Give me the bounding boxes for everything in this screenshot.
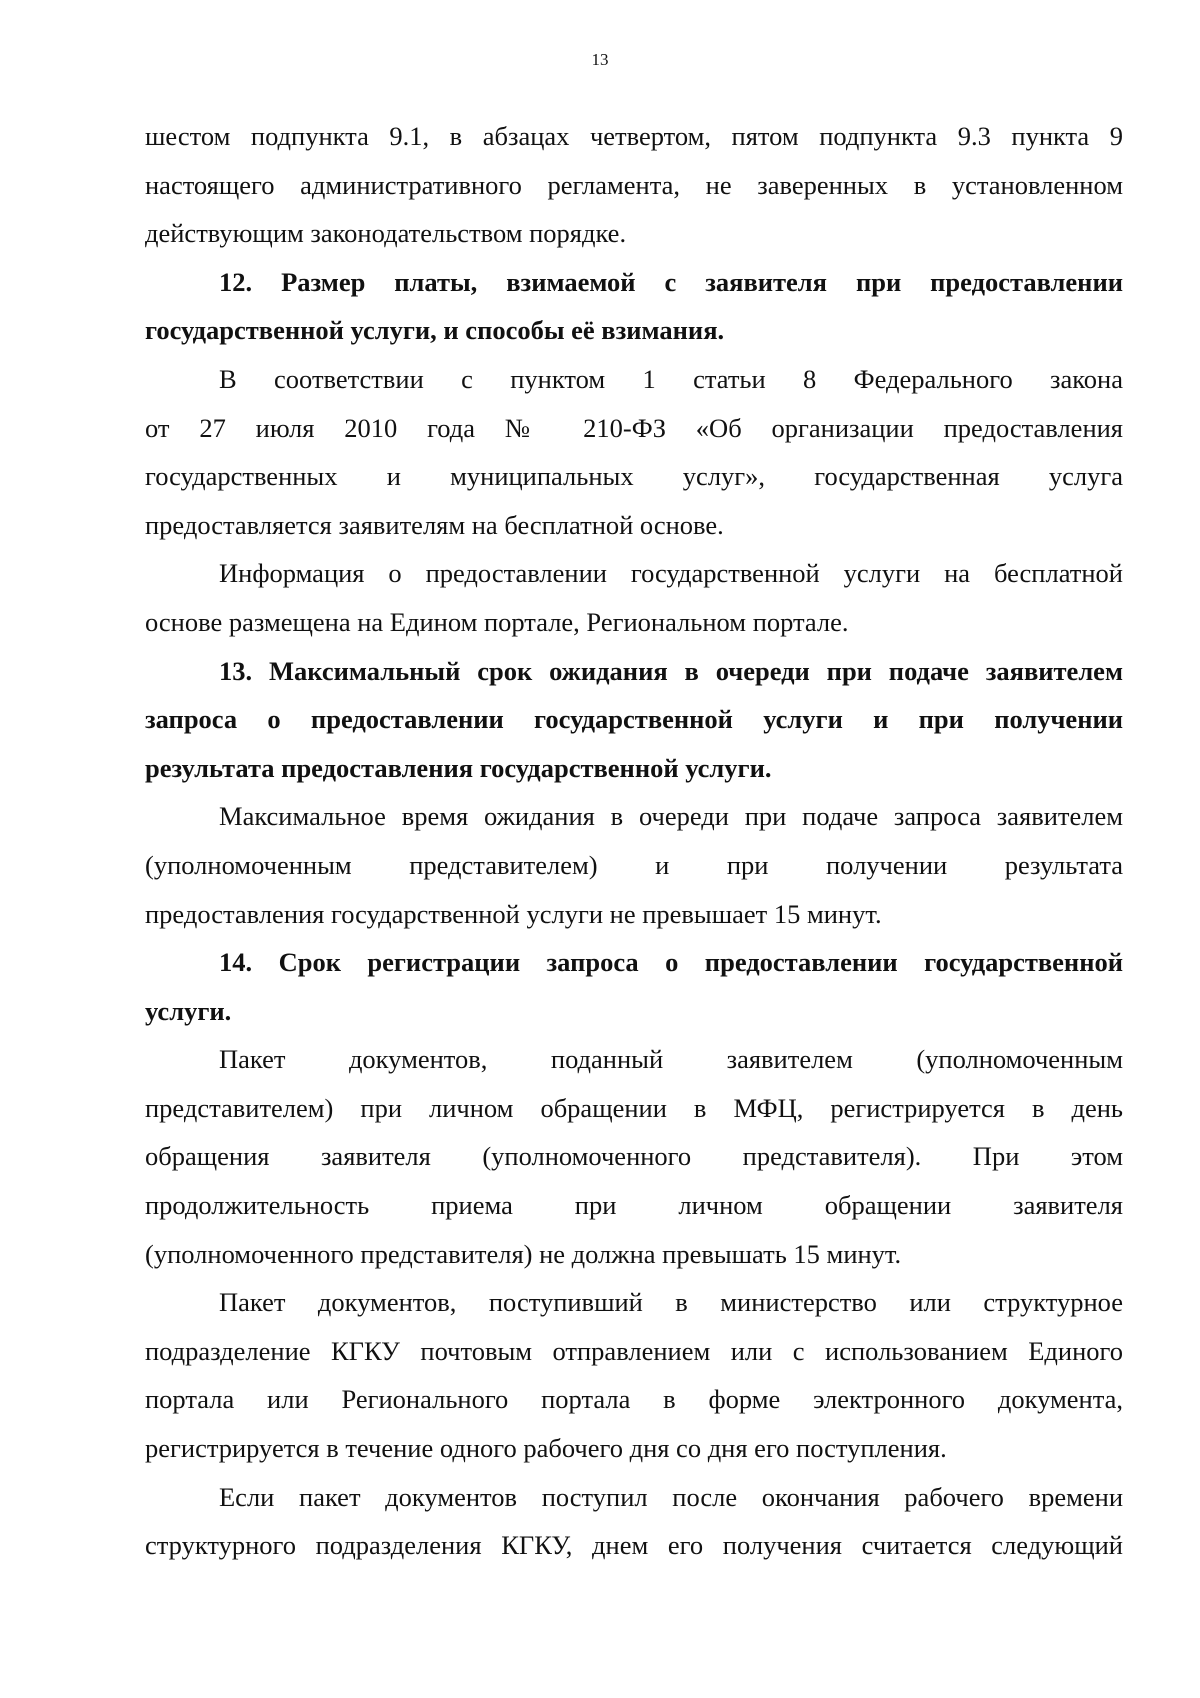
text-line: Максимальное время ожидания в очереди при подаче запроса заявителем [219, 801, 1123, 832]
paragraph [145, 1473, 1123, 1570]
heading-line: 14. Срок регистрации запроса о предоставлении государственной [219, 947, 1123, 978]
text-line: шестом подпункта 9.1, в абзацах четвертом, пятом подпункта 9.3 пункта 9 [145, 121, 1123, 151]
text-line: Пакет документов, поступивший в министерство или структурное [219, 1287, 1123, 1318]
heading-line: 12. Размер платы, взимаемой с заявителя при предоставлении [219, 266, 1123, 297]
text-line: основе размещена на Едином портале, Региональном портале. [145, 606, 849, 637]
text-line: регистрируется в течение одного рабочего дня со дня его поступления. [145, 1433, 947, 1464]
heading-line: 13. Максимальный срок ожидания в очереди при подаче заявителем [219, 655, 1123, 686]
text-line: подразделение КГКУ почтовым отправлением или с использованием Единого [145, 1335, 1123, 1366]
text-line: от 27 июля 2010 года № 210-ФЗ «Об организации предоставления [145, 412, 1123, 443]
text-line: портала или Регионального портала в форме электронного документа, [145, 1384, 1123, 1415]
text-line: действующим законодательством порядке. [145, 218, 627, 249]
text-line: представителем) при личном обращении в МФЦ, регистрируется в день [145, 1092, 1123, 1123]
text-line: настоящего административного регламента, не заверенных в установленном [145, 169, 1123, 200]
text-line: государственных и муниципальных услуг», государственная услуга [145, 461, 1123, 492]
text-line: продолжительность приема при личном обращении заявителя [145, 1190, 1123, 1221]
text-line: Информация о предоставлении государственной услуги на бесплатной [219, 558, 1123, 589]
section-heading [145, 258, 1123, 355]
text-line: Пакет документов, поданный заявителем (уполномоченным [219, 1044, 1123, 1075]
paragraph [145, 792, 1123, 938]
paragraph [145, 1278, 1123, 1472]
text-line: обращения заявителя (уполномоченного представителя). При этом [145, 1141, 1123, 1172]
paragraph [145, 355, 1123, 549]
text-line: Если пакет документов поступил после окончания рабочего времени [219, 1481, 1123, 1512]
text-line: (уполномоченного представителя) не должна превышать 15 минут. [145, 1238, 902, 1269]
text-line: (уполномоченным представителем) и при получении результата [145, 849, 1123, 880]
paragraph [145, 1035, 1123, 1278]
paragraph [145, 112, 1123, 258]
paragraph [145, 549, 1123, 646]
document-body [145, 112, 1123, 1570]
heading-line: запроса о предоставлении государственной услуги и при получении [145, 704, 1123, 735]
heading-line: услуги. [145, 995, 232, 1026]
text-line: структурного подразделения КГКУ, днем его получения считается следующий [145, 1530, 1123, 1561]
text-line: предоставляется заявителям на бесплатной основе. [145, 509, 724, 540]
text-line: В соответствии с пунктом 1 статьи 8 Федерального закона [219, 363, 1123, 394]
heading-line: результата предоставления государственной услуги. [145, 752, 772, 783]
section-heading [145, 938, 1123, 1035]
heading-line: государственной услуги, и способы её взимания. [145, 315, 725, 346]
page-number: 13 [591, 50, 609, 69]
text-line: предоставления государственной услуги не превышает 15 минут. [145, 898, 882, 929]
section-heading [145, 647, 1123, 793]
